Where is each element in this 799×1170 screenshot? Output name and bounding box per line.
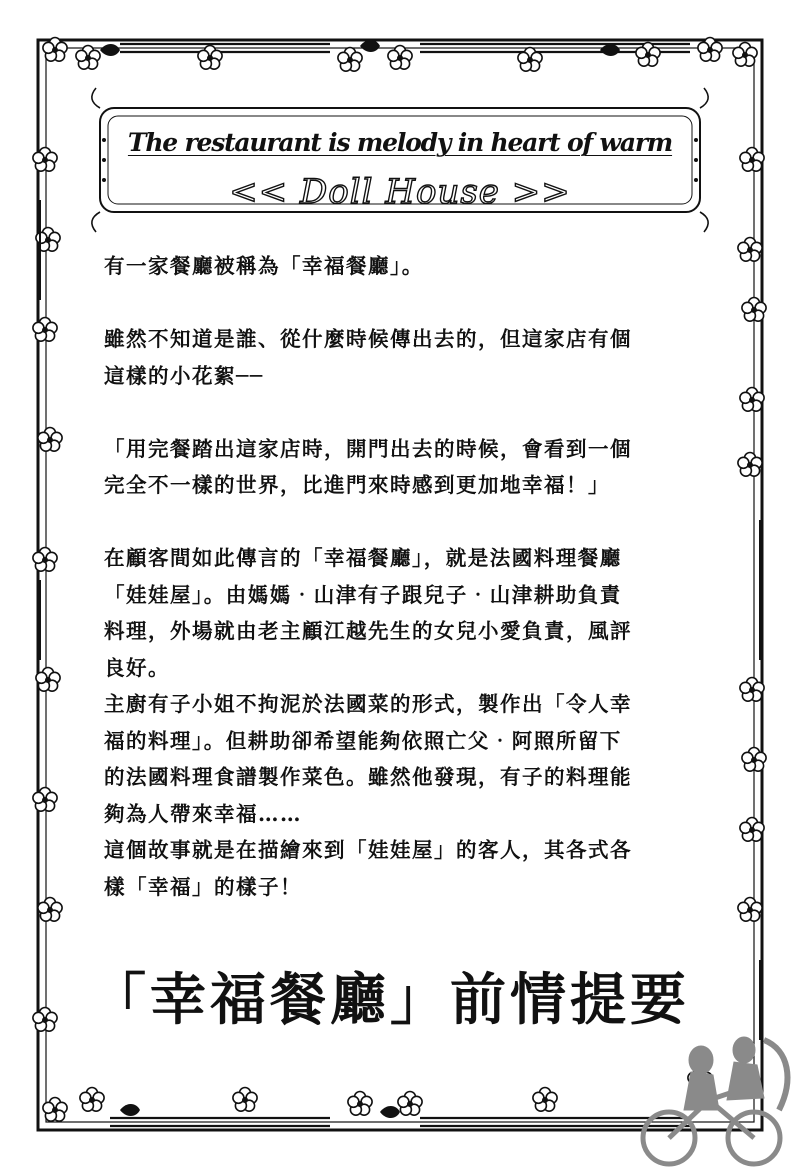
synopsis-heading: 「幸福餐廳」前情提要: [90, 967, 690, 1033]
paragraph-quote: 「用完餐踏出這家店時，開門出去的時候，會看到一個 完全不一樣的世界，比進門來時感到更加地幸福！」: [104, 436, 632, 497]
paragraph-story: 這個故事就是在描繪來到「娃娃屋」的客人，其各式各 樣「幸福」的樣子！: [104, 838, 632, 899]
paragraph-chef: 主廚有子小姐不拘泥於法國菜的形式，製作出「令人幸 福的料理」。但耕助卻希望能夠依照亡父‧阿照所留下 的法國料理食譜製作菜色。雖然他發現，有子的料理能 夠為人帶來幸福……: [104, 692, 632, 826]
bicycle-riders-icon: [629, 1020, 799, 1170]
paragraph-restaurant: 在顧客間如此傳言的「幸福餐廳」，就是法國料理餐廳 「娃娃屋」。由媽媽‧山津有子跟兒子‧山津耕助負責 料理，外場就由老主顧江越先生的女兒小愛負責，風評 良好。: [104, 546, 632, 680]
synopsis-body: [104, 248, 704, 905]
header-subtitle: The restaurant is melody in heart of warm: [127, 128, 673, 157]
paragraph-intro: 有一家餐廳被稱為「幸福餐廳」。: [104, 254, 424, 278]
header-title: << Doll House >>: [229, 172, 571, 212]
paragraph-rumor: 雖然不知道是誰、從什麼時候傳出去的，但這家店有個 這樣的小花絮──: [104, 327, 632, 388]
